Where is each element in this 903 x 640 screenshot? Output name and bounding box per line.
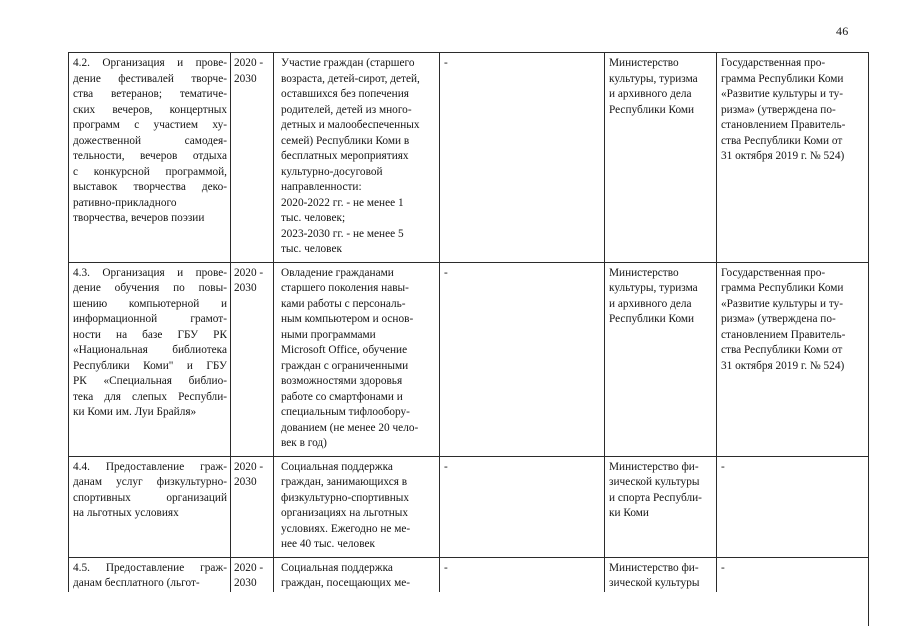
cell-text-line: бесплатных мероприятиях: [281, 150, 409, 162]
cell-text-line: программ с участием ху-: [73, 119, 227, 131]
cell-text-line: грамма Республики Коми: [721, 282, 844, 294]
period-cell: [231, 53, 274, 263]
cell-text-line: оставшихся без попечения: [281, 88, 409, 100]
page-number: 46: [836, 24, 849, 38]
executor-cell: [605, 262, 717, 456]
cell-text-line: 2020 -: [234, 460, 264, 473]
cell-text-line: детных и малообеспеченных: [281, 119, 420, 131]
cell-text-line: Государственная про-: [721, 266, 826, 279]
cell-text-line: 2023-2030 гг. - не менее 5: [281, 227, 404, 240]
executor-cell: [605, 53, 717, 263]
cell-text-line: Министерство: [609, 57, 679, 69]
page-bottom-margin: [68, 592, 868, 640]
cell-text-line: 2020 -: [234, 57, 264, 69]
cell-text-line: 2030: [234, 72, 257, 85]
cell-text-line: ризма» (утверждена по-: [721, 313, 836, 325]
cell-text-line: шению компьютерной и: [73, 297, 227, 310]
cell-text-line: выставок творчества деко-: [73, 181, 227, 193]
cell-text-line: Социальная поддержка: [281, 460, 393, 473]
cell-text-line: граждан, занимающихся в: [281, 476, 408, 488]
cell-text-line: работе со смартфонами и: [281, 390, 403, 403]
executor-cell: [605, 456, 717, 557]
cell-text-line: 2030: [234, 476, 257, 488]
cell-text-line: грамма Республики Коми: [721, 72, 844, 85]
cell-text-line: 31 октября 2019 г. № 524): [721, 150, 845, 162]
indicator-cell: [274, 53, 440, 263]
cell-text-line: организациях на льготных: [281, 507, 409, 519]
funding-cell: [440, 53, 605, 263]
cell-text-line: -: [444, 460, 448, 473]
cell-text-line: ских вечеров, концертных: [73, 103, 227, 116]
measure-name-cell: [69, 53, 231, 263]
cell-text-line: творчества, вечеров поэзии: [73, 212, 205, 224]
cell-text-line: Республики Коми: [609, 103, 695, 116]
cell-text-line: на льготных условиях: [73, 507, 179, 519]
period-cell: [231, 456, 274, 557]
program-cell: [717, 262, 869, 456]
cell-text-line: Министерство фи-: [609, 561, 699, 574]
cell-text-line: становлением Правитель-: [721, 328, 846, 341]
cell-text-line: граждан, посещающих ме-: [281, 577, 410, 589]
cell-text-line: тыс. человек;: [281, 212, 346, 224]
cell-text-line: дение обучения по повы-: [73, 282, 227, 294]
cell-text-line: век в год): [281, 437, 327, 449]
cell-text-line: возможностями здоровья: [281, 375, 403, 387]
table-row: [69, 456, 869, 557]
funding-cell: [440, 262, 605, 456]
cell-text-line: ными программами: [281, 328, 376, 341]
cell-text-line: 4.2. Организация и прове-: [73, 57, 227, 69]
cell-text-line: спортивных организаций: [73, 491, 227, 504]
cell-text-line: ства Республики Коми от: [721, 134, 843, 147]
cell-text-line: Участие граждан (старшего: [281, 57, 415, 69]
cell-text-line: Республики Коми: [609, 313, 695, 325]
cell-text-line: семей) Республики Коми в: [281, 134, 410, 147]
cell-text-line: -: [444, 561, 448, 574]
cell-text-line: -: [444, 57, 448, 69]
cell-text-line: и спорта Республи-: [609, 491, 702, 504]
cell-text-line: граждан с ограниченными: [281, 359, 409, 372]
cell-text-line: физкультурно-спортивных: [281, 491, 410, 504]
cell-text-line: -: [444, 266, 448, 279]
funding-cell: [440, 456, 605, 557]
cell-text-line: дение фестивалей творче-: [73, 72, 227, 85]
cell-text-line: ки Коми им. Луи Брайля»: [73, 406, 197, 418]
table-row: [69, 262, 869, 456]
cell-text-line: дожественной самодея-: [73, 134, 227, 147]
cell-text-line: становлением Правитель-: [721, 119, 846, 131]
cell-text-line: ным компьютером и основ-: [281, 313, 414, 325]
cell-text-line: 31 октября 2019 г. № 524): [721, 359, 845, 372]
cell-text-line: и архивного дела: [609, 297, 692, 310]
cell-text-line: культуры, туризма: [609, 72, 698, 85]
cell-text-line: тека для слепых Республи-: [73, 390, 227, 403]
cell-text-line: «Развитие культуры и ту-: [721, 88, 844, 100]
cell-text-line: условиях. Ежегодно не ме-: [281, 522, 411, 535]
cell-text-line: родителей, детей из много-: [281, 103, 412, 116]
cell-text-line: ности на базе ГБУ РК: [73, 328, 227, 341]
cell-text-line: «Развитие культуры и ту-: [721, 297, 844, 310]
cell-text-line: Социальная поддержка: [281, 561, 393, 574]
cell-text-line: 4.5. Предоставление граж-: [73, 561, 227, 574]
cell-text-line: Министерство фи-: [609, 460, 699, 473]
measure-name-cell: [69, 456, 231, 557]
cell-text-line: 2020 -: [234, 266, 264, 279]
cell-text-line: -: [721, 561, 725, 574]
cell-text-line: Microsoft Office, обучение: [281, 344, 408, 356]
cell-text-line: тельности, вечеров отдыха: [73, 150, 227, 162]
cell-text-line: 2030: [234, 577, 257, 589]
cell-text-line: ства ветеранов; тематиче-: [73, 88, 227, 100]
cell-text-line: Овладение гражданами: [281, 266, 394, 279]
cell-text-line: ративно-прикладного: [73, 196, 177, 209]
cell-text-line: 2030: [234, 282, 257, 294]
cell-text-line: Республики Коми" и ГБУ: [73, 359, 227, 372]
cell-text-line: 2020-2022 гг. - не менее 1: [281, 196, 404, 209]
cell-text-line: специальным тифлообору-: [281, 406, 410, 418]
cell-text-line: и архивного дела: [609, 88, 692, 100]
indicator-cell: [274, 456, 440, 557]
indicator-cell: [274, 262, 440, 456]
cell-text-line: 2020 -: [234, 561, 264, 574]
cell-text-line: зической культуры: [609, 577, 700, 589]
cell-text-line: 4.4. Предоставление граж-: [73, 460, 227, 473]
cell-text-line: РК «Специальная библио-: [73, 375, 227, 387]
cell-text-line: нее 40 тыс. человек: [281, 538, 375, 550]
cell-text-line: ками работы с персональ-: [281, 297, 406, 310]
cell-text-line: Государственная про-: [721, 57, 826, 69]
cell-text-line: зической культуры: [609, 476, 700, 488]
cell-text-line: культуры, туризма: [609, 282, 698, 294]
cell-text-line: дованием (не менее 20 чело-: [281, 421, 419, 434]
cell-text-line: -: [721, 460, 725, 473]
cell-text-line: ризма» (утверждена по-: [721, 103, 836, 116]
cell-text-line: тыс. человек: [281, 243, 342, 255]
cell-text-line: Министерство: [609, 266, 679, 279]
cell-text-line: старшего поколения навы-: [281, 282, 409, 294]
cell-text-line: 4.3. Организация и прове-: [73, 266, 227, 279]
cell-text-line: направленности:: [281, 181, 362, 193]
measure-name-cell: [69, 262, 231, 456]
cell-text-line: возраста, детей-сирот, детей,: [281, 72, 420, 85]
cell-text-line: данам бесплатного (льгот-: [73, 577, 200, 589]
cell-text-line: культурно-досуговой: [281, 165, 383, 178]
program-cell: [717, 456, 869, 557]
plan-table: [68, 52, 869, 626]
period-cell: [231, 262, 274, 456]
cell-text-line: «Национальная библиотека: [73, 344, 227, 356]
program-cell: [717, 53, 869, 263]
cell-text-line: ки Коми: [609, 507, 649, 519]
cell-text-line: информационной грамот-: [73, 313, 227, 325]
cell-text-line: с конкурсной программой,: [73, 165, 227, 178]
cell-text-line: ства Республики Коми от: [721, 344, 843, 356]
table-row: [69, 53, 869, 263]
cell-text-line: данам услуг физкультурно-: [73, 476, 227, 488]
